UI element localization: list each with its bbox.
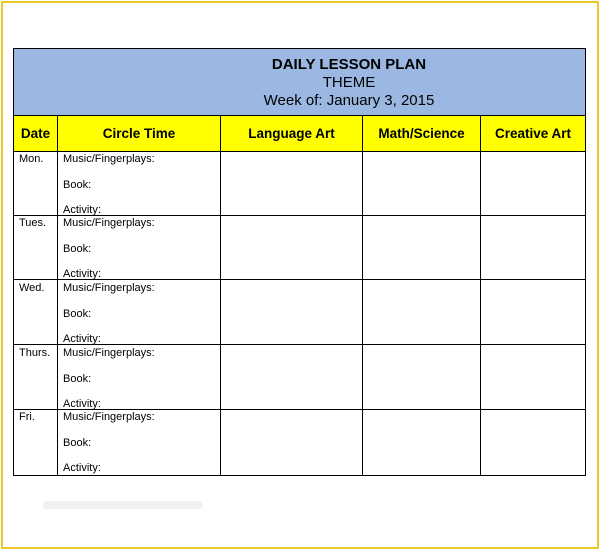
column-header-creative-art: Creative Art (494, 126, 572, 141)
plan-theme: THEME (322, 74, 376, 91)
day-row-thurs (14, 346, 585, 410)
activity-music-label: Music/Fingerplays: (63, 411, 155, 423)
day-row-mon (14, 152, 585, 216)
activity-book-label: Book: (63, 179, 92, 191)
column-header-date: Date (20, 126, 51, 141)
day-label: Fri. (19, 411, 35, 423)
activity-book-label: Book: (63, 308, 92, 320)
activity-activity-label: Activity: (63, 268, 101, 280)
activity-music-label: Music/Fingerplays: (63, 153, 155, 165)
column-header-circle-time: Circle Time (102, 126, 176, 141)
activity-music-label: Music/Fingerplays: (63, 282, 155, 294)
column-divider (57, 116, 58, 475)
plan-header (14, 49, 585, 116)
day-label: Mon. (19, 153, 44, 165)
column-divider (220, 116, 221, 475)
activity-activity-label: Activity: (63, 398, 101, 410)
day-row-fri (14, 410, 585, 475)
activity-book-label: Book: (63, 373, 92, 385)
column-divider (480, 116, 481, 475)
day-label: Tues. (19, 217, 47, 229)
lesson-plan-table (13, 48, 586, 476)
activity-activity-label: Activity: (63, 333, 101, 345)
watermark-mark (43, 501, 203, 509)
column-header-language-art: Language Art (248, 126, 335, 141)
activity-book-label: Book: (63, 243, 92, 255)
day-row-wed (14, 281, 585, 345)
activity-activity-label: Activity: (63, 204, 101, 216)
day-label: Wed. (19, 282, 45, 294)
activity-music-label: Music/Fingerplays: (63, 347, 155, 359)
column-divider (362, 116, 363, 475)
activity-book-label: Book: (63, 437, 92, 449)
activity-music-label: Music/Fingerplays: (63, 217, 155, 229)
column-header-math-science: Math/Science (378, 126, 465, 141)
day-row-tues (14, 216, 585, 280)
day-label: Thurs. (19, 347, 51, 359)
plan-week: Week of: January 3, 2015 (263, 92, 435, 109)
plan-title: DAILY LESSON PLAN (271, 56, 427, 73)
column-header-row (14, 116, 585, 152)
activity-activity-label: Activity: (63, 462, 101, 474)
